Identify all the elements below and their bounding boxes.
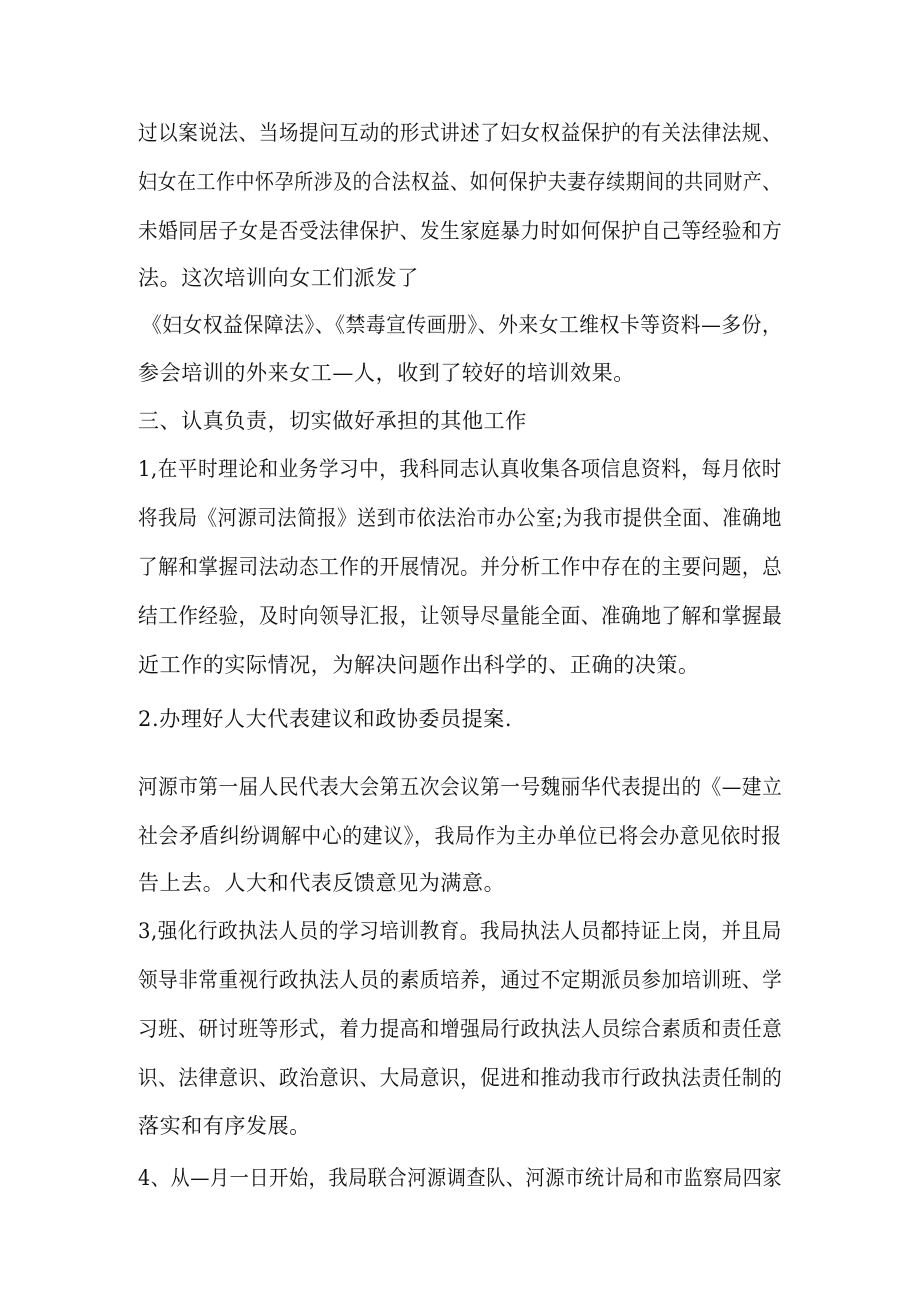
text-line: 近工作的实际情况，为解决问题作出科学的、正确的决策。	[138, 653, 700, 677]
text-line: 河源市第一届人民代表大会第五次会议第一号魏丽华代表提出的《—建立	[138, 775, 783, 799]
section-heading: 三、认真负责，切实做好承担的其他工作	[138, 409, 527, 433]
text-line: 3,强化行政执法人员的学习培训教育。我局执法人员都持证上岗，并且局	[138, 919, 782, 943]
text-line: 妇女在工作中怀孕所涉及的合法权益、如何保护夫妻存续期间的共同财产、	[138, 170, 782, 194]
text-line: 领导非常重视行政执法人员的素质培养，通过不定期派员参加培训班、学	[138, 968, 783, 992]
text-line: 1,在平时理论和业务学习中，我科同志认真收集各项信息资料，每月依时	[138, 457, 782, 481]
text-line: 未婚同居子女是否受法律保护、发生家庭暴力时如何保护自己等经验和方	[138, 219, 783, 243]
text-line: 2.办理好人大代表建议和政协委员提案.	[138, 707, 513, 731]
text-line: 结工作经验，及时向领导汇报，让领导尽量能全面、准确地了解和掌握最	[138, 604, 783, 628]
text-line: 告上去。人大和代表反馈意见为满意。	[138, 871, 506, 895]
text-line: 习班、研讨班等形式，着力提高和增强局行政执法人员综合素质和责任意	[138, 1017, 783, 1041]
text-line: 过以案说法、当场提问互动的形式讲述了妇女权益保护的有关法律法规、	[138, 121, 783, 145]
text-line: 将我局《河源司法简报》送到市依法治市办公室;为我市提供全面、准确地	[138, 506, 782, 530]
text-line: 参会培训的外来女工—人，收到了较好的培训效果。	[138, 361, 635, 385]
text-line: 落实和有序发展。	[138, 1114, 311, 1138]
text-line: 了解和掌握司法动态工作的开展情况。并分析工作中存在的主要问题，总	[138, 555, 783, 579]
text-line: 4、从—月一日开始，我局联合河源调查队、河源市统计局和市监察局四家	[138, 1166, 783, 1190]
text-line: 《妇女权益保障法》、《禁毒宣传画册》、外来女工维权卡等资料—多份，	[142, 313, 783, 337]
text-line: 法。这次培训向女工们派发了	[138, 266, 419, 290]
text-line: 识、法律意识、政治意识、大局意识，促进和推动我市行政执法责任制的	[138, 1066, 783, 1090]
text-line: 社会矛盾纠纷调解中心的建议》，我局作为主办单位已将会办意见依时报	[138, 824, 782, 848]
